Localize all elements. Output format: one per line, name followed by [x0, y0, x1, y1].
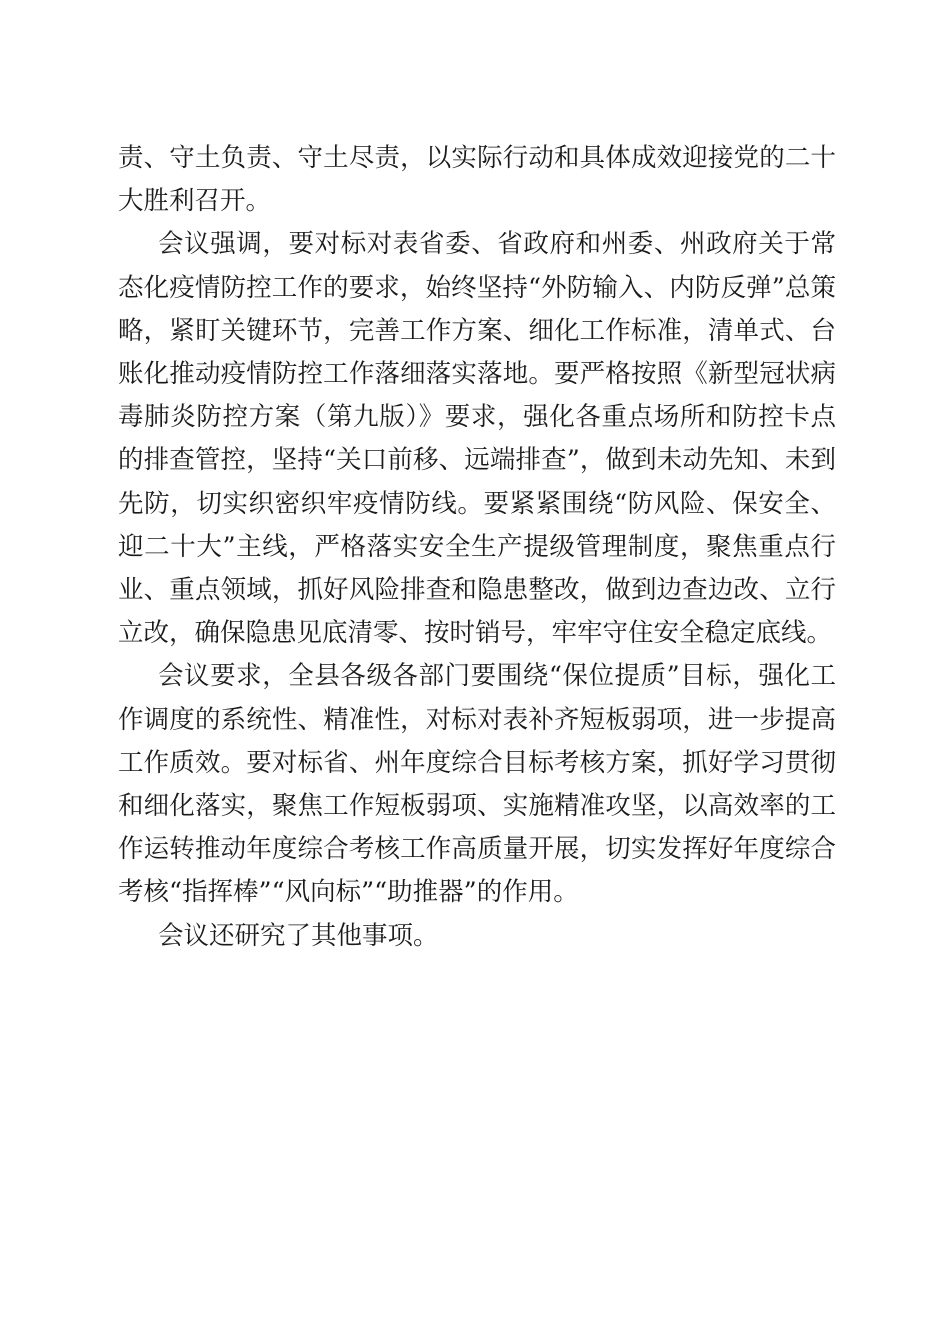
paragraph-other-matters: 会议还研究了其他事项。	[158, 920, 439, 951]
paragraph-assessment: 会议要求，全县各级各部门要围绕“保位提质”目标，强化工作调度的系统性、精准性，对标对表补齐短板弱项，进一步提高工作质效。要对标省、州年度综合目标考核方案，抓好学习贯彻和细化落实，聚焦工作短板弱项、实施精准攻坚，以高效率的工作运转推动年度综合考核工作高质量开展，切实发挥好年度综合考核“指挥棒”“风向标”“助推器”的作用。	[118, 661, 836, 908]
paragraph-epidemic-safety: 会议强调，要对标对表省委、省政府和州委、州政府关于常态化疫情防控工作的要求，始终坚持“外防输入、内防反弹”总策略，紧盯关键环节，完善工作方案、细化工作标准，清单式、台账化推动疫情防控工作落细落实落地。要严格按照《新型冠状病毒肺炎防控方案（第九版）》要求，强化各重点场所和防控卡点的排查管控，坚持“关口前移、远端排查”，做到未动先知、未到先防，切实织密织牢疫情防线。要紧紧围绕“防风险、保安全、迎二十大”主线，严格落实安全生产提级管理制度，聚焦重点行业、重点领域，抓好风险排查和隐患整改，做到边查边改、立行立改，确保隐患见底清零、按时销号，牢牢守住安全稳定底线。	[118, 229, 836, 649]
paragraph-continuation: 责、守土负责、守土尽责，以实际行动和具体成效迎接党的二十大胜利召开。	[118, 143, 836, 217]
document-body	[118, 137, 836, 958]
